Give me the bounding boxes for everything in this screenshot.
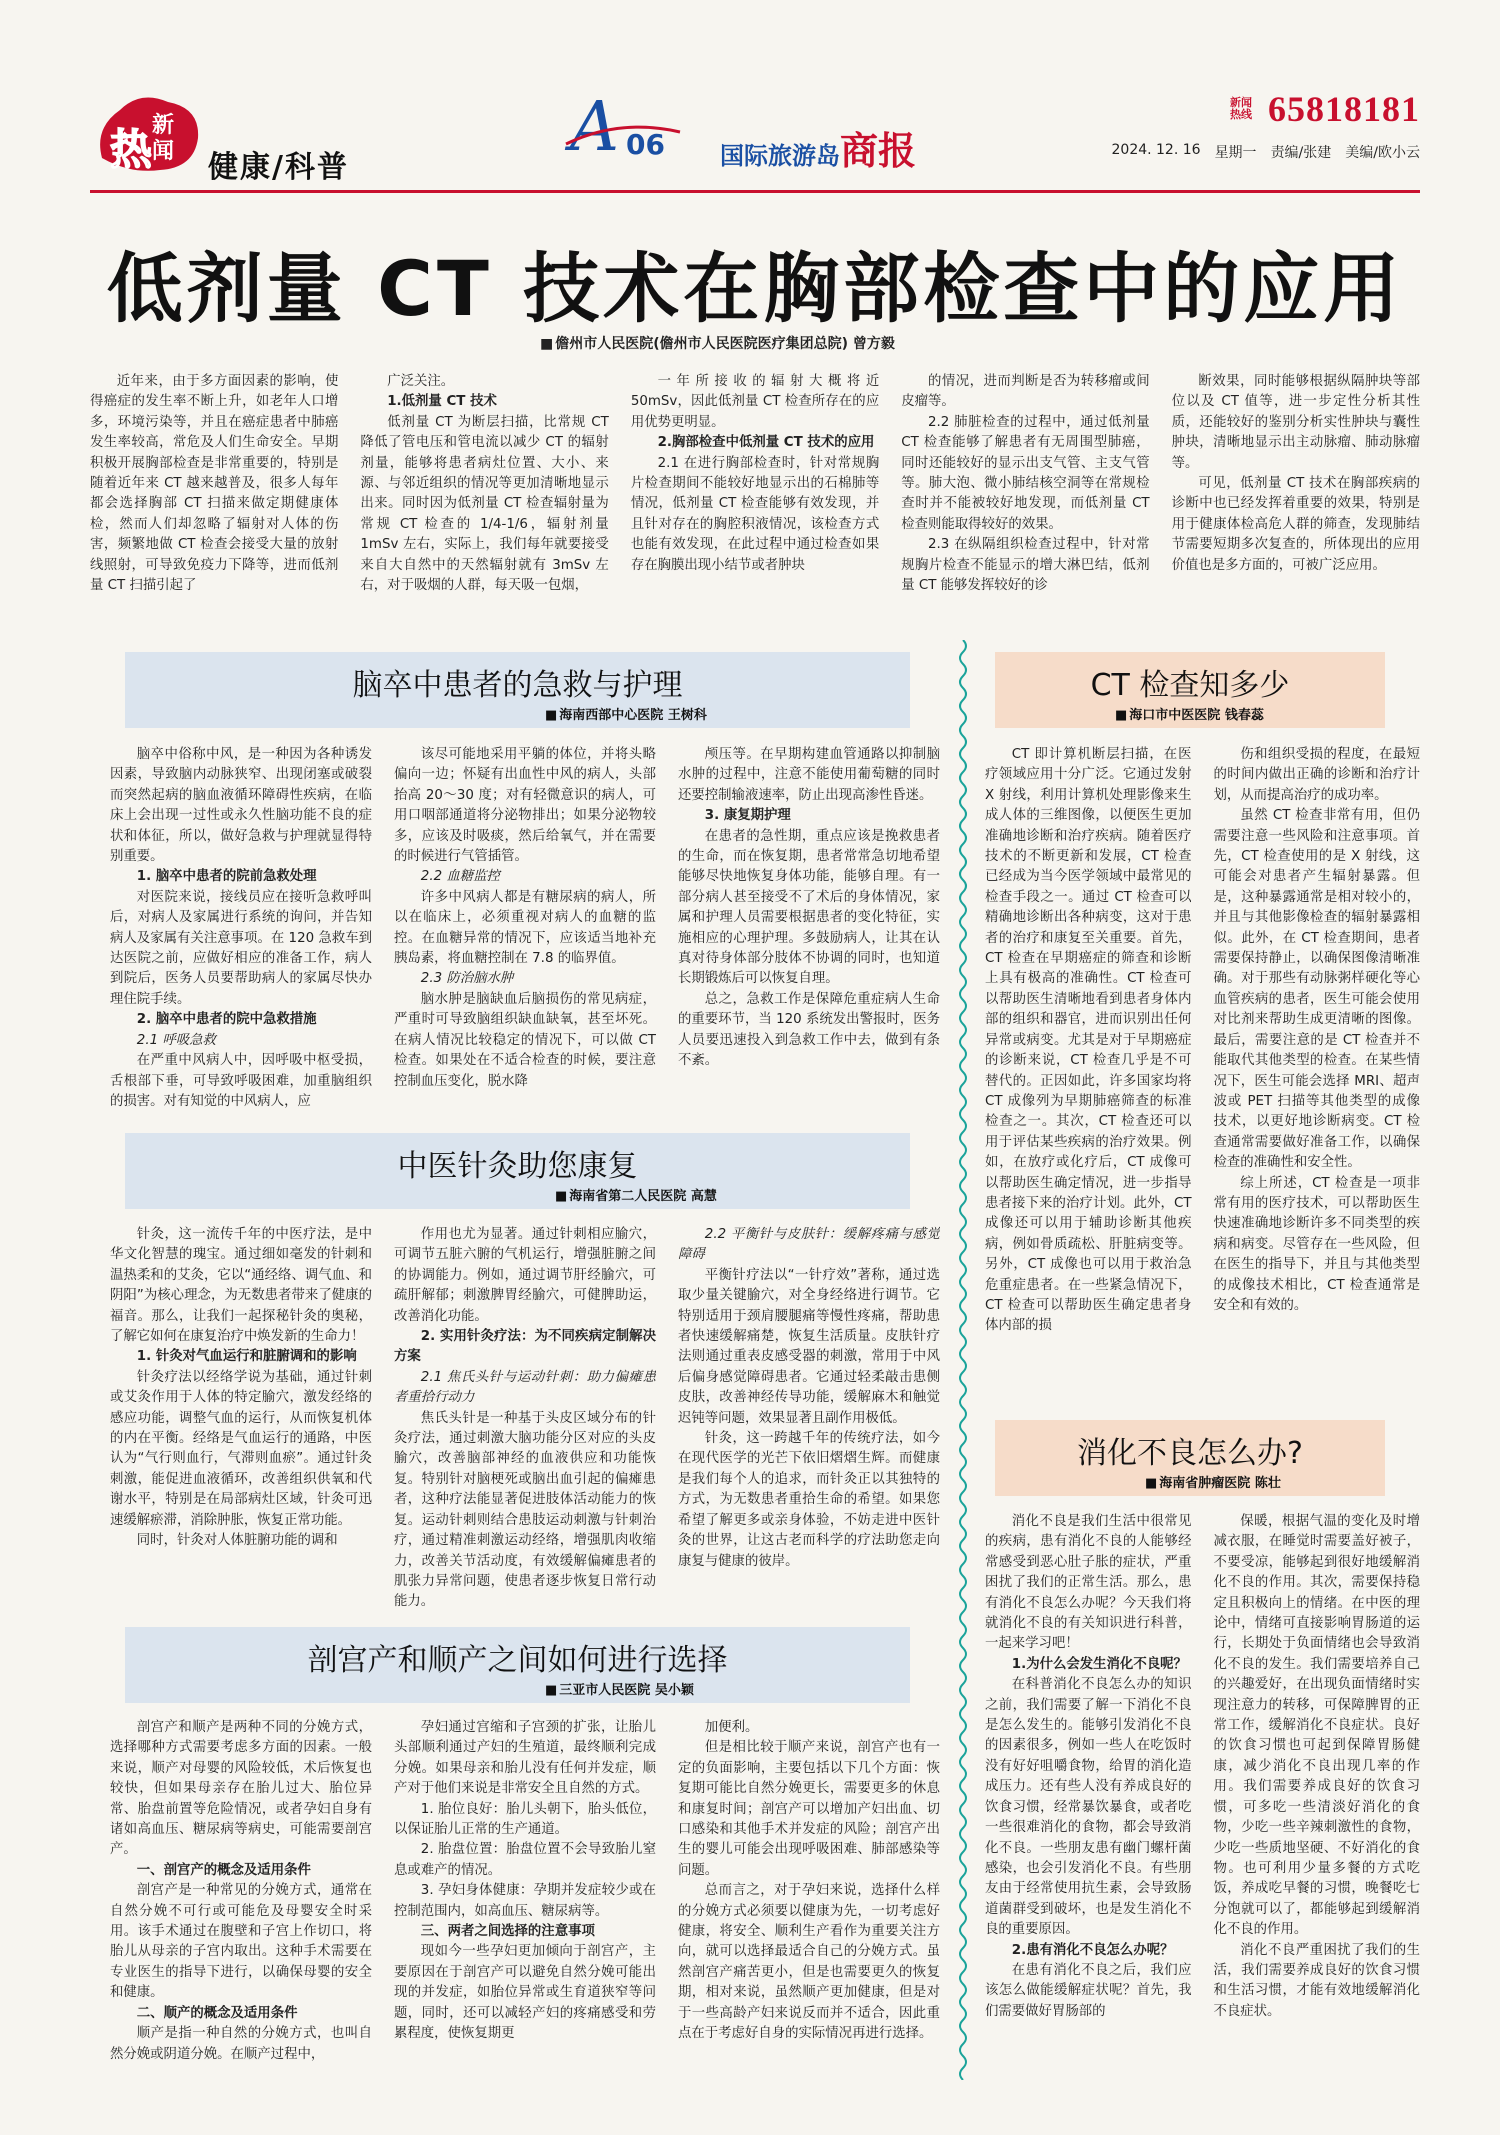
paragraph: 平衡针疗法以“一针疗效”著称，通过选取少量关键腧穴，对全身经络进行调节。它特别适用于颈肩腰腿痛等慢性疼痛，帮助患者快速缓解痛楚，恢复生活质量。皮肤针疗法则通过重表皮感受器的刺激，常用于中风后偏身感觉障碍患者。它通过轻柔敲击患侧皮肤，改善神经传导功能，缓解麻木和触觉迟钝等问题，效果显著且副作用极低。 [678, 1267, 940, 1426]
paragraph: 消化不良是我们生活中很常见的疾病，患有消化不良的人能够经常感受到恶心肚子胀的症状，严重困扰了我们的正常生活。那么，患有消化不良怎么办呢？今天我们将就消化不良的有关知识进行科普，一起来学习吧！ [985, 1514, 1192, 1652]
ct-column [1214, 745, 1421, 1390]
birth-byline: ■ 三亚市人民医院 吴小颖 [545, 1679, 694, 1698]
masthead-rule [90, 190, 1420, 193]
subheading: 2.患有消化不良怎么办呢？ [1011, 1942, 1174, 1958]
stroke-column [678, 745, 940, 1135]
subheading: 1. 脑卒中患者的院前急救处理 [136, 869, 317, 885]
acup-banner [125, 1133, 910, 1209]
subheading: 三、两者之间选择的注意事项 [420, 1924, 595, 1940]
paragraph: 断效果，同时能够根据纵隔肿块等部位以及 CT 值等，进一步定性分析其性质，还能较好的鉴别分析实性肿块与囊性肿块，清晰地显示出主动脉瘤、肺动脉瘤等。 [1171, 374, 1421, 471]
subheading: 1.为什么会发生消化不良呢？ [1011, 1656, 1187, 1672]
paragraph: 现如今一些孕妇更加倾向于剖宫产，主要原因在于剖宫产可以避免自然分娩可能出现的并发症，如胎位异常或生育道狭窄等问题，同时，还可以减轻产妇的疼痛感受和劳累程度，使恢复期更 [394, 1944, 656, 2042]
paper-name-a: 国际旅游岛 [720, 142, 840, 170]
ct-byline: ■ 海口市中医医院 钱春蕊 [1115, 704, 1264, 723]
digest-column [1214, 1512, 1421, 2082]
subheading: 2.1 呼吸急救 [136, 1032, 216, 1048]
ct-column [985, 745, 1192, 1390]
birth-column [678, 1718, 940, 2080]
paragraph: 剖宫产是一种常见的分娩方式，通常在自然分娩不可行或可能危及母婴安全时采用。该手术通过在腹壁和子宫上作切口，将胎儿从母亲的子宫内取出。这种手术需要在专业医生的指导下进行，以确保母婴的安全和健康。 [110, 1883, 372, 2001]
paragraph: 加便利。 [704, 1720, 759, 1735]
paper-name [720, 120, 916, 175]
subheading: 2.3 防治脑水肿 [420, 971, 514, 987]
paragraph: 可见，低剂量 CT 技术在胸部疾病的诊断中也已经发挥着重要的效果，特别是用于健康体检高危人群的筛查，发现肺结节需要短期多次复查的，所体现出的应用价值也是多方面的，可被广泛应用。 [1171, 476, 1421, 573]
subheading: 2.胸部检查中低剂量 CT 技术的应用 [657, 435, 875, 451]
acup-column [678, 1225, 940, 1615]
paragraph: 剖宫产和顺产是两种不同的分娩方式，选择哪种方式需要考虑多方面的因素。一般来说，顺产对母婴的风险较低，术后恢复也较快，但如果母亲存在胎儿过大、胎位异常、胎盘前置等危险情况，或者孕妇自身有诸如高血压、糖尿病等病史，可能需要剖宫产。 [110, 1720, 372, 1858]
designer: 美编/欧小云 [1345, 145, 1420, 161]
digest-body [985, 1512, 1420, 2082]
lead-headline: 低剂量 CT 技术在胸部检查中的应用 [106, 244, 1404, 333]
issue-weekday: 星期一 [1214, 145, 1257, 161]
paragraph: 但是相比较于顺产来说，剖宫产也有一定的负面影响，主要包括以下几个方面：恢复期可能比自然分娩更长，需要更多的休息和康复时间；剖宫产可以增加产妇出血、切口感染和其他手术并发症的风险；剖宫产出生的婴儿可能会出现呼吸困难、肺部感染等问题。 [678, 1740, 940, 1878]
hotline-tag: 新闻热线 [1230, 96, 1252, 121]
paragraph: 低剂量 CT 为断层扫描，比常规 CT 降低了管电压和管电流以减少 CT 的辐射剂量，能够将患者病灶位置、大小、来源、与邻近组织的情况等更加清晰地显示出来。同时因为低剂量 CT 检查辐射量为常规 CT 检查的 1/4-1/6，辐射剂量 1mSv 左右，实际上，我们每年就要接受来自大自然中的天然辐射就有 3mSv 左右，对于吸烟的人群，每天吸一包烟， [360, 414, 609, 594]
digest-byline: ■ 海南省肿瘤医院 陈壮 [1145, 1472, 1281, 1491]
paragraph: 在严重中风病人中，因呼吸中枢受损，舌根部下垂，可导致呼吸困难，加重脑组织的损害。对有知觉的中风病人，应 [110, 1053, 372, 1109]
logo-char-re: 热 [110, 125, 153, 174]
paragraph: 脑卒中俗称中风，是一种因为各种诱发因素，导致脑内动脉狭窄、出现闭塞或破裂而突然起病的脑血液循环障碍性疾病，在临床上会出现一过性或永久性脑功能不良的症状和体征，所以，做好急救与护理就显得特别重要。 [110, 747, 372, 865]
paragraph: 消化不良严重困扰了我们的生活，我们需要养成良好的饮食习惯和生活习惯，才能有效地缓解消化不良症状。 [1213, 1942, 1420, 2019]
paragraph: 2.3 在纵隔组织检查过程中，针对常规胸片检查不能显示的增大淋巴结，低剂量 CT 能够发挥较好的诊 [901, 537, 1150, 594]
paragraph: 在科普消化不良怎么办的知识之前，我们需要了解一下消化不良是怎么发生的。能够引发消化不良的因素很多，例如一些人在吃饭时没有好好咀嚼食物，给胃的消化造成压力。还有些人没有养成良好的饮食习惯，经常暴饮暴食，或者吃一些很难消化的食物，都会导致消化不良。一些朋友患有幽门螺杆菌感染，也会引发消化不良。有些朋友由于经常使用抗生素，会导致肠道菌群受到破坏，也是发生消化不良的重要原因。 [985, 1677, 1192, 1938]
subheading: 1. 针灸对气血运行和脏腑调和的影响 [136, 1349, 357, 1365]
paragraph: 作用也尤为显著。通过针刺相应腧穴，可调节五脏六腑的气机运行，增强脏腑之间的协调能力。例如，通过调节肝经腧穴，可疏肝解郁；刺激脾胃经腧穴，可健脾助运，改善消化功能。 [394, 1227, 656, 1324]
paragraph: 在患有消化不良之后，我们应该怎么做能缓解症状呢？首先，我们需要做好胃肠部的 [985, 1962, 1192, 2019]
acup-body [110, 1225, 940, 1615]
lead-column [90, 372, 338, 620]
paragraph: 1. 胎位良好：胎儿头朝下，胎头低位，以保证胎儿正常的生产通道。 [394, 1801, 656, 1838]
subheading: 2.2 血糖监控 [420, 869, 500, 885]
paragraph: 孕妇通过宫缩和子宫颈的扩张，让胎儿头部顺利通过产妇的生殖道，最终顺利完成分娩。如果母亲和胎儿没有任何并发症，顺产对于他们来说是非常安全且自然的方式。 [394, 1720, 656, 1797]
paragraph: 颅压等。在早期构建血管通路以抑制脑水肿的过程中，注意不能使用葡萄糖的同时还要控制输液速率，防止出现高渗性昏迷。 [678, 747, 940, 803]
paragraph: 综上所述，CT 检查是一项非常有用的医疗技术，可以帮助医生快速准确地诊断许多不同类型的疾病和病变。尽管存在一些风险，但在医生的指导下，并且与其他类型的成像技术相比，CT 检查通常是安全和有效的。 [1213, 1175, 1420, 1313]
hotline-number: 65818181 [1268, 89, 1420, 129]
section-title: 健康/科普 [208, 150, 349, 185]
subheading: 1.低剂量 CT 技术 [387, 394, 497, 410]
subheading: 一、剖宫产的概念及适用条件 [136, 1862, 311, 1878]
page-num: 06 [626, 128, 665, 161]
birth-banner [125, 1627, 910, 1703]
birth-title: 剖宫产和顺产之间如何进行选择 [307, 1643, 728, 1678]
paragraph: 对医院来说，接线员应在接听急救呼叫后，对病人及家属进行系统的询问，并告知病人及家属有关注意事项。在 120 急救车到达医院之前，应做好相应的准备工作，病人到院后，医务人员要帮助病人的家属尽快办理住院手续。 [110, 889, 372, 1007]
stroke-column [110, 745, 372, 1135]
digest-column [985, 1512, 1192, 2082]
paragraph: 针灸疗法以经络学说为基础，通过针刺或艾灸作用于人体的特定腧穴，激发经络的感应功能，调整气血的运行，从而恢复机体的内在平衡。经络是气血运行的通路，中医认为“气行则血行，气滞则血瘀”。通过针灸刺激，能促进血液循环，改善组织供氧和代谢水平，特别是在局部病灶区域，针灸可迅速缓解瘀滞，消除肿胀，恢复正常功能。 [110, 1369, 372, 1528]
masthead [90, 80, 1420, 190]
paragraph: 总而言之，对于孕妇来说，选择什么样的分娩方式必须要以健康为先，一切考虑好健康，将安全、顺利生产看作为重要关注方向，就可以选择最适合自己的分娩方式。虽然剖宫产痛苦更小，但是也需要更久的恢复期，相对来说，虽然顺产更加健康，但是对于一些高龄产妇来说反而并不适合，因此重点在于考虑好自身的实际情况再进行选择。 [678, 1883, 940, 2042]
stroke-title: 脑卒中患者的急救与护理 [352, 668, 683, 703]
lead-column [631, 372, 879, 620]
acup-byline: ■ 海南省第二人民医院 高慧 [555, 1185, 717, 1204]
paragraph: 保暖，根据气温的变化及时增减衣服，在睡觉时需要盖好被子，不要受凉，能够起到很好地缓解消化不良的作用。其次，需要保持稳定且积极向上的情绪。在中医的理论中，情绪可直接影响胃肠道的运行，长期处于负面情绪也会导致消化不良的发生。我们需要培养自己的兴趣爱好，在出现负面情绪时实现注意力的转移，可保障脾胃的正常工作，缓解消化不良症状。良好的饮食习惯也可起到保障胃肠健康，减少消化不良出现几率的作用。我们需要养成良好的饮食习惯，可多吃一些清淡好消化的食物，少吃一些辛辣刺激性的食物，少吃一些质地坚硬、不好消化的食物。也可利用少量多餐的方式吃饭，养成吃早餐的习惯，晚餐吃七分饱就可以了，都能够起到缓解消化不良的作用。 [1213, 1514, 1420, 1938]
lead-body [90, 372, 1420, 620]
logo-char-xin: 新 [152, 113, 175, 138]
paragraph: 2.1 在进行胸部检查时，针对常规胸片检查期间不能较好地显示出的石棉肺等情况，低剂量 CT 检查能够有效发现，并且针对存在的胸腔积液情况，该检查方式也能有效发现，在此过程中通过检查如果存在胸膜出现小结节或者肿块 [630, 455, 880, 573]
paragraph: 虽然 CT 检查非常有用，但仍需要注意一些风险和注意事项。首先，CT 检查使用的是 X 射线，这可能会对患者产生辐射暴露。但是，这种暴露通常是相对较小的，并且与其他影像检查的辐射暴露相似。此外，在 CT 检查期间，患者需要保持静止，以确保图像清晰准确。对于那些有动脉粥样硬化等心血管疾病的患者，医生可能会使用对比剂来帮助生成更清晰的图像。最后，需要注意的是 CT 检查并不能取代其他类型的检查。在某些情况下，医生可能会选择 MRI、超声波或 PET 扫描等其他类型的成像技术，以更好地诊断病变。CT 检查通常需要做好准备工作，以确保检查的准确性和安全性。 [1213, 808, 1420, 1171]
paragraph: 该尽可能地采用平躺的体位，并将头略偏向一边；怀疑有出血性中风的病人，头部抬高 20～30 度；对有轻微意识的病人，可用口咽部通道将分泌物排出；如果分泌物较多，应该及时吸痰，然后给氧气，并在需要的时候进行气管插管。 [394, 747, 656, 865]
birth-column [394, 1718, 656, 2080]
page-letter: A [570, 88, 620, 167]
news-hotline-logo [90, 88, 210, 178]
birth-body [110, 1718, 940, 2080]
subheading: 二、顺产的概念及适用条件 [136, 2005, 298, 2021]
lead-column [901, 372, 1149, 620]
subheading: 2. 实用针灸疗法：为不同疾病定制解决方案 [394, 1329, 656, 1365]
paragraph: 2.2 肺脏检查的过程中，通过低剂量 CT 检查能够了解患者有无周围型肺癌，同时还能较好的显示出支气管、主支气管等。肺大泡、微小肺结核空洞等在常规检查时并不能被较好地发现，而低剂量 CT 检查则能取得较好的效果。 [901, 414, 1150, 532]
paragraph: 针灸，这一跨越千年的传统疗法，如今在现代医学的光芒下依旧熠熠生辉。而健康是我们每个人的追求，而针灸正以其独特的方式，为无数患者重拾生命的希望。如果您希望了解更多或亲身体验，不妨走进中医针灸的世界，让这古老而科学的疗法助您走向康复与健康的彼岸。 [678, 1431, 940, 1569]
editor: 责编/张建 [1270, 145, 1332, 161]
acup-title: 中医针灸助您康复 [397, 1149, 638, 1184]
subheading: 2.2 平衡针与皮肤针：缓解疼痛与感觉障碍 [678, 1227, 940, 1263]
paragraph: 许多中风病人都是有糖尿病的病人，所以在临床上，必须重视对病人的血糖的监控。在血糖异常的情况下，应该适当地补充胰岛素，将血糖控制在 7.8 的临界值。 [394, 889, 656, 967]
subheading: 2. 脑卒中患者的院中急救措施 [136, 1012, 317, 1028]
paragraph: 脑水肿是脑缺血后脑损伤的常见病症，严重时可导致脑组织缺血缺氧，甚至坏死。在病人情况比较稳定的情况下，可以做 CT 检查。如果处在不适合检查的时候，要注意控制血压变化，脱水降 [394, 991, 656, 1089]
paragraph: 广泛关注。 [387, 374, 455, 389]
issue-date: 2024. 12. 16 [1111, 142, 1201, 158]
subheading: 3. 康复期护理 [704, 808, 791, 824]
paragraph: 的情况，进而判断是否为转移瘤或间皮瘤等。 [901, 374, 1150, 410]
birth-column [110, 1718, 372, 2080]
column-divider [956, 640, 970, 2080]
paragraph: 2. 胎盘位置：胎盘位置不会导致胎儿窒息或难产的情况。 [394, 1842, 656, 1878]
paragraph: CT 即计算机断层扫描，在医疗领域应用十分广泛。它通过发射 X 射线，利用计算机处理影像来生成人体的三维图像，以便医生更加准确地诊断和治疗疾病。随着医疗技术的不断更新和发展，CT 检查已经成为当今医学领域中最常见的检查手段之一。通过 CT 检查可以精确地诊断出各种病变，这对于患者的治疗和康复至关重要。首先，CT 检查在早期癌症的筛查和诊断上具有极高的准确性。CT 检查可以帮助医生清晰地看到患者身体内部的组织和器官，进而识别出任何异常或病变。尤其是对于早期癌症的诊断来说，CT 检查几乎是不可替代的。正因如此，许多国家均将 CT 成像列为早期肺癌筛查的标准检查之一。其次，CT 检查还可以用于评估某些疾病的治疗效果。例如，在放疗或化疗后，CT 成像可以帮助医生确定情况，进一步指导患者接下来的治疗计划。此外，CT 成像还可以用于辅助诊断其他疾病，例如骨质疏松、肝脏病变等。另外，CT 成像也可以用于救治急危重症患者。在一些紧急情况下，CT 检查可以帮助医生确定患者身体内部的损 [985, 747, 1192, 1334]
paragraph: 顺产是指一种自然的分娩方式，也叫自然分娩或阴道分娩。在顺产过程中， [110, 2026, 372, 2062]
paragraph: 近年来，由于多方面因素的影响，使得癌症的发生率不断上升，如老年人口增多，环境污染等，并且在癌症患者中肺癌发生率较高，常危及人们生命安全。早期积极开展胸部检查是非常重要的，特别是随着近年来 CT 越来越普及，很多人每年都会选择胸部 CT 扫描来做定期健康体检，然而人们却忽略了辐射对人体的伤害，频繁地做 CT 检查会接受大量的放射线照射，可导致免疫力下降等，进而低剂量 CT 扫描引起了 [90, 374, 339, 594]
stroke-column [394, 745, 656, 1135]
paragraph: 伤和组织受损的程度，在最短的时间内做出正确的诊断和治疗计划，从而提高治疗的成功率。 [1213, 747, 1420, 803]
ct-title: CT 检查知多少 [1090, 668, 1290, 703]
paragraph: 在患者的急性期，重点应该是挽救患者的生命，而在恢复期，患者常常急切地希望能够尽快地恢复身体功能，能够自理。有一部分病人甚至接受不了术后的身体情况，家属和护理人员需要根据患者的变化特征，实施相应的心理护理。多鼓励病人，让其在认真对待身体部分肢体不协调的同时，也知道长期锻炼后可以恢复自理。 [678, 828, 940, 987]
ct-body [985, 745, 1420, 1390]
paragraph: 同时，针灸对人体脏腑功能的调和 [136, 1533, 338, 1549]
issue-line [1112, 142, 1421, 162]
stroke-banner [125, 652, 910, 728]
hotline [1230, 88, 1420, 130]
subheading: 2.1 焦氏头针与运动针刺：助力偏瘫患者重拾行动力 [394, 1369, 656, 1406]
lead-column [360, 372, 608, 620]
logo-char-wen: 闻 [152, 139, 175, 164]
acup-column [110, 1225, 372, 1615]
paragraph: 焦氏头针是一种基于头皮区域分布的针灸疗法，通过刺激大脑功能分区对应的头皮腧穴，改善脑部神经的血液供应和功能恢复。特别针对脑梗死或脑出血引起的偏瘫患者，这种疗法能显著促进肢体活动能力的恢复。运动针刺则结合患肢运动刺激与针刺治疗，通过精准刺激运动经络，增强肌肉收缩力，改善关节活动度，有效缓解偏瘫患者的肌张力异常问题，使患者逐步恢复日常行动能力。 [394, 1410, 656, 1610]
ct-banner [995, 652, 1385, 728]
acup-column [394, 1225, 656, 1615]
stroke-body [110, 745, 940, 1135]
digest-banner [995, 1420, 1385, 1496]
lead-byline: ■ 儋州市人民医院(儋州市人民医院医疗集团总院) 曾方毅 [540, 333, 895, 353]
lead-column [1172, 372, 1420, 620]
paragraph: 一年所接收的辐射大概将近 50mSv，因此低剂量 CT 检查所存在的应用优势更明显。 [630, 374, 880, 430]
paper-name-b: 商报 [840, 128, 917, 173]
stroke-byline: ■ 海南西部中心医院 王树科 [545, 704, 707, 723]
digest-title: 消化不良怎么办? [1077, 1436, 1303, 1471]
paragraph: 总之，急救工作是保障危重症病人生命的重要环节，当 120 系统发出警报时，医务人员要迅速投入到急救工作中去，做到有条不紊。 [678, 991, 940, 1069]
paragraph: 3. 孕妇身体健康：孕期并发症较少或在控制范围内，如高血压、糖尿病等。 [394, 1883, 656, 1919]
paragraph: 针灸，这一流传千年的中医疗法，是中华文化智慧的瑰宝。通过细如毫发的针刺和温热柔和的艾灸，它以“通经络、调气血、和阴阳”为核心理念，为无数患者带来了健康的福音。那么，让我们一起探秘针灸的奥秘，了解它如何在康复治疗中焕发新的生命力！ [110, 1227, 372, 1345]
